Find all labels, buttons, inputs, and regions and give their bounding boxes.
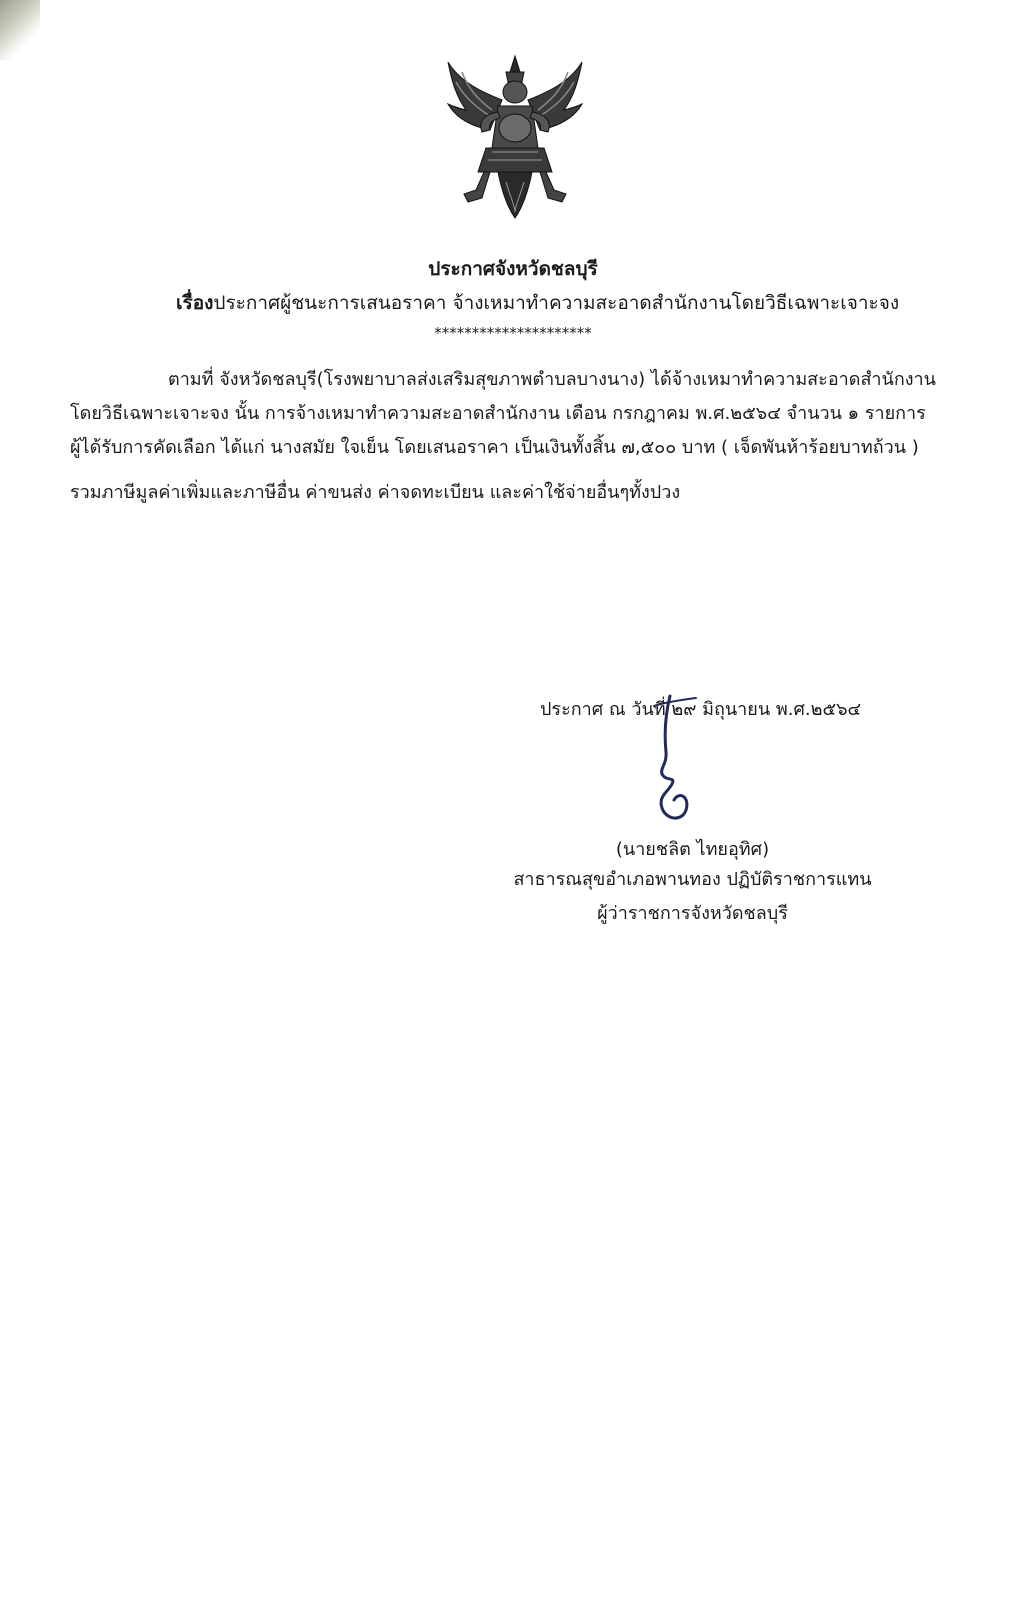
document-title: ประกาศจังหวัดชลบุรี <box>428 258 598 280</box>
page-corner-shadow <box>0 0 40 60</box>
signer-name: (นายชลิต ไทยอุทิศ) <box>615 839 770 860</box>
handwritten-signature-icon <box>640 692 710 827</box>
document-subject <box>176 288 899 318</box>
signer-role-line-1: สาธารณสุขอำเภอพานทอง ปฏิบัติราชการแทน <box>513 869 872 890</box>
announcement-date: ประกาศ ณ วันที่ ๒๙ มิถุนายน พ.ศ.๒๕๖๔ <box>540 699 862 720</box>
separator-stars: ********************* <box>434 324 592 342</box>
garuda-emblem-icon <box>442 52 588 222</box>
subject-text: ประกาศผู้ชนะการเสนอราคา จ้างเหมาทำความสะอาดสำนักงานโดยวิธีเฉพาะเจาะจง <box>213 292 900 314</box>
body-line-4: รวมภาษีมูลค่าเพิ่มและภาษีอื่น ค่าขนส่ง ค่าจดทะเบียน และค่าใช้จ่ายอื่นๆทั้งปวง <box>70 482 681 503</box>
signer-role-line-2: ผู้ว่าราชการจังหวัดชลบุรี <box>597 903 788 924</box>
subject-label: เรื่อง <box>176 292 214 314</box>
body-line-2: โดยวิธีเฉพาะเจาะจง นั้น การจ้างเหมาทำความสะอาดสำนักงาน เดือน กรกฎาคม พ.ศ.๒๕๖๔ จำนวน ๑ รายการ <box>70 403 926 424</box>
body-line-1: ตามที่ จังหวัดชลบุรี(โรงพยาบาลส่งเสริมสุขภาพตำบลบางนาง) ได้จ้างเหมาทำความสะอาดสำนักงาน <box>168 369 936 390</box>
body-line-3: ผู้ได้รับการคัดเลือก ได้แก่ นางสมัย ใจเย็น โดยเสนอราคา เป็นเงินทั้งสิ้น ๗,๕๐๐ บาท ( เจ็ดพันห้าร้อยบาทถ้วน ) <box>70 437 919 458</box>
